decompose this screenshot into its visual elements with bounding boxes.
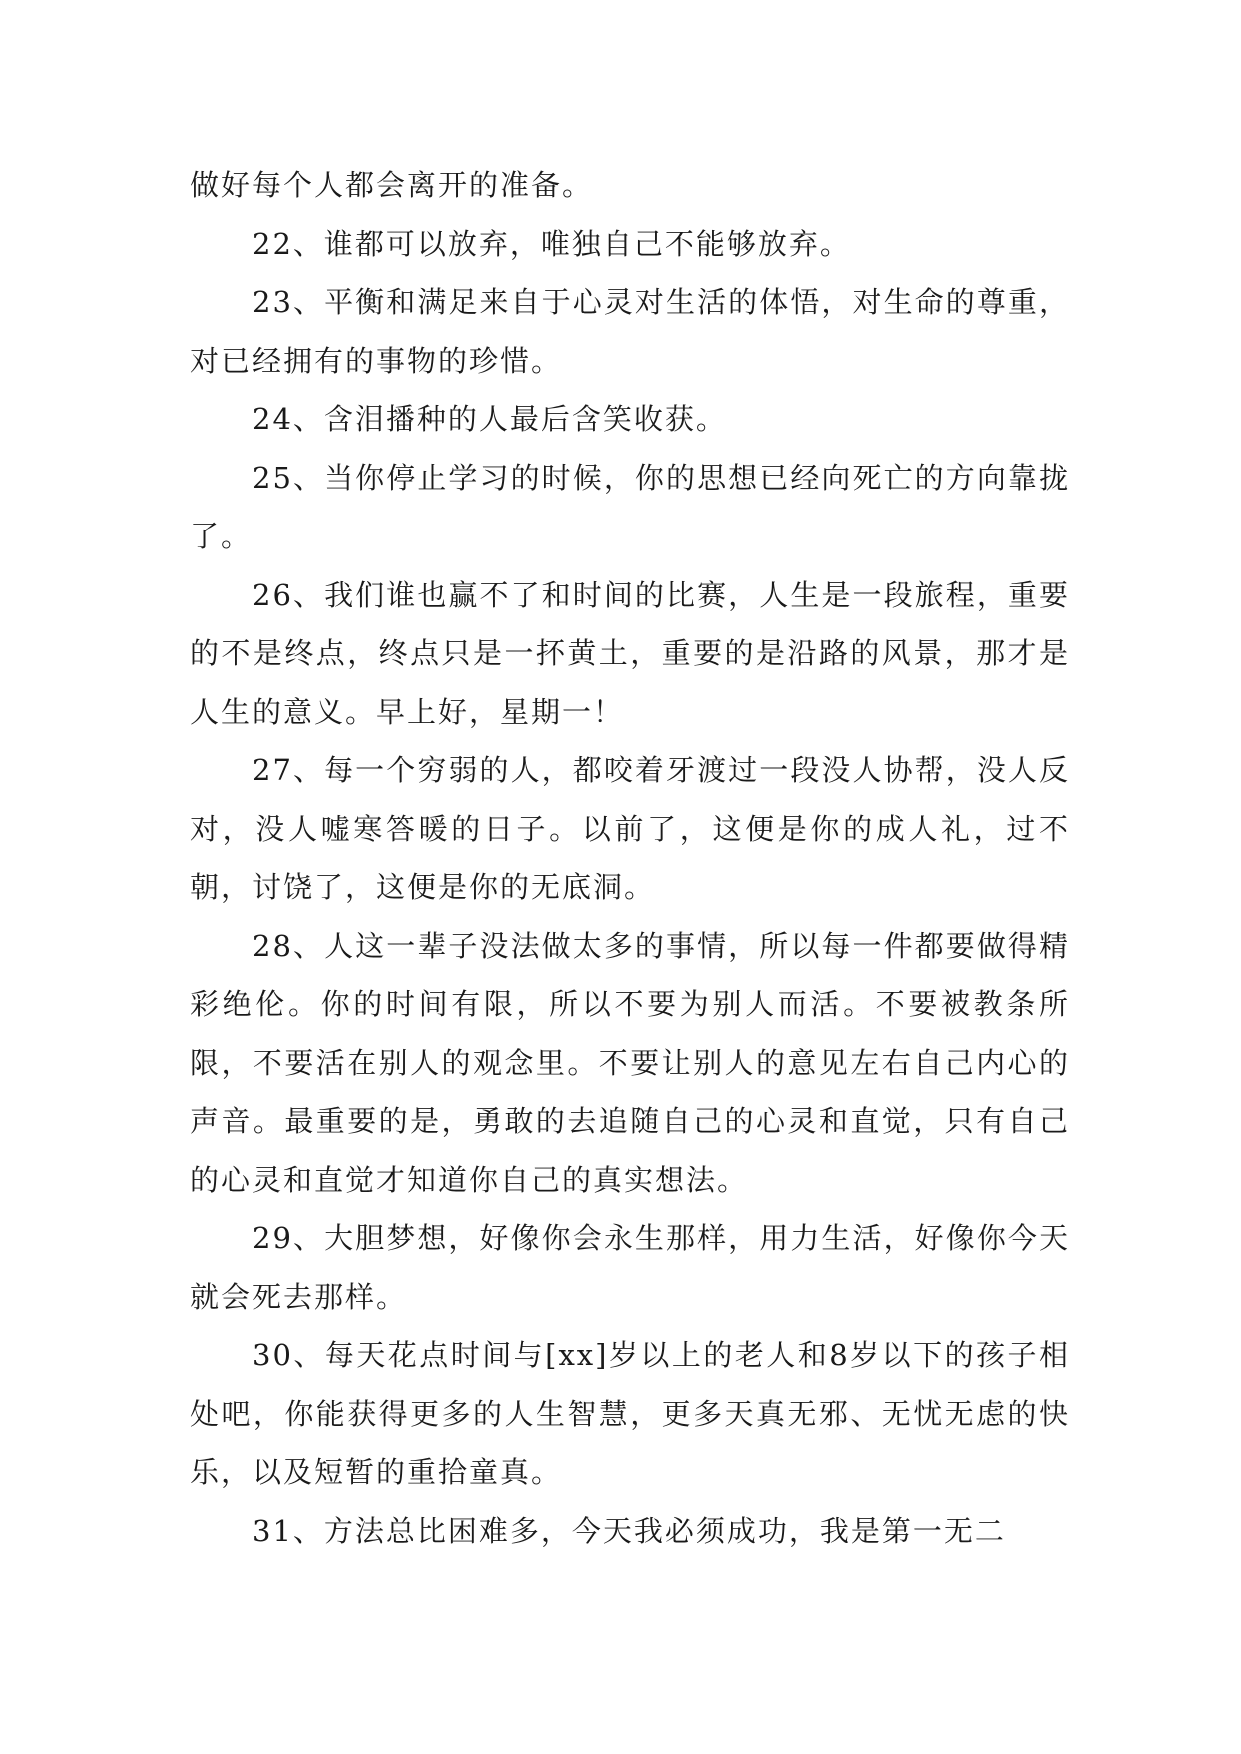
paragraph-item-25: 25、当你停止学习的时候，你的思想已经向死亡的方向靠拢了。 [190,460,1070,553]
document-body [190,156,1070,1560]
paragraph-item-28: 28、人这一辈子没法做太多的事情，所以每一件都要做得精彩绝伦。你的时间有限，所以不要为别人而活。不要被教条所限，不要活在别人的观念里。不要让别人的意见左右自己内心的声音。最重要的是，勇敢的去追随自己的心灵和直觉，只有自己的心灵和直觉才知道你自己的真实想法。 [190,928,1070,1197]
paragraph-item-31: 31、方法总比困难多，今天我必须成功，我是第一无二 [252,1513,1006,1548]
paragraph-item-22: 22、谁都可以放弃，唯独自己不能够放弃。 [252,226,851,261]
paragraph-item-27: 27、每一个穷弱的人，都咬着牙渡过一段没人协帮，没人反对，没人嘘寒答暖的日子。以前了，这便是你的成人礼，过不朝，讨饶了，这便是你的无底洞。 [190,753,1070,904]
paragraph-item-24: 24、含泪播种的人最后含笑收获。 [252,402,727,436]
paragraph-item-26: 26、我们谁也赢不了和时间的比赛，人生是一段旅程，重要的不是终点，终点只是一抔黄土，重要的是沿路的风景，那才是人生的意义。早上好，星期一！ [190,577,1070,729]
paragraph-item-30: 30、每天花点时间与[xx]岁以上的老人和8岁以下的孩子相处吧，你能获得更多的人生智慧，更多天真无邪、无忧无虑的快乐，以及短暂的重拾童真。 [190,1338,1070,1489]
paragraph-item-23: 23、平衡和满足来自于心灵对生活的体悟，对生命的尊重，对已经拥有的事物的珍惜。 [190,285,1070,378]
paragraph-item-29: 29、大胆梦想，好像你会永生那样，用力生活，好像你今天就会死去那样。 [190,1221,1070,1314]
paragraph-continuation: 做好每个人都会离开的准备。 [190,168,594,202]
